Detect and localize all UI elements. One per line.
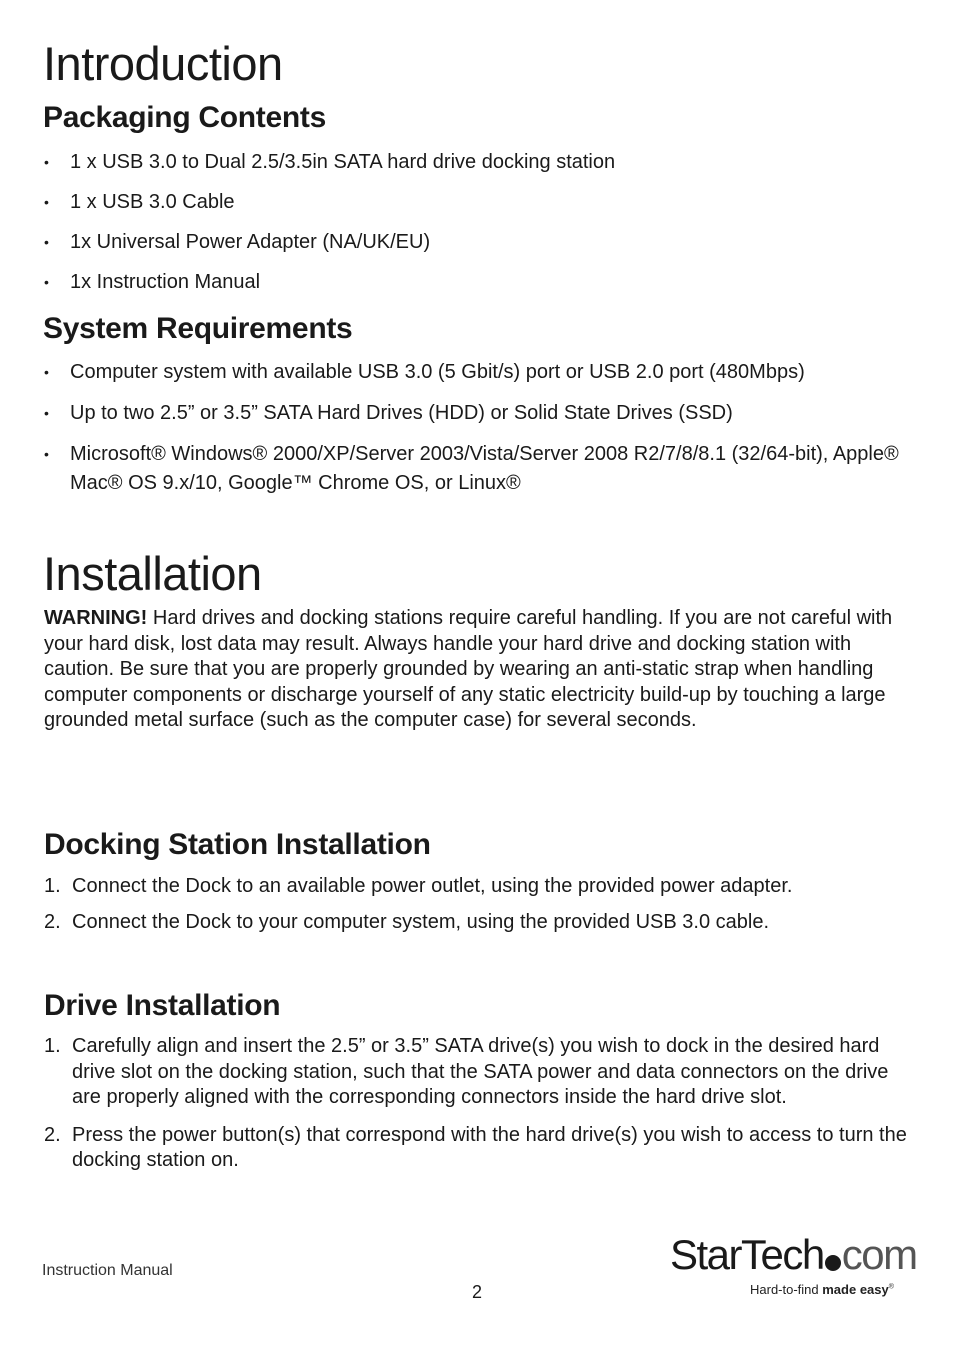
tagline-bold: made easy bbox=[822, 1282, 889, 1297]
list-item: • 1 x USB 3.0 Cable bbox=[44, 189, 914, 215]
installation-title: Installation bbox=[43, 547, 262, 600]
logo-dot-icon bbox=[825, 1255, 841, 1271]
step-number: 1. bbox=[44, 875, 61, 897]
list-item: • 1 x USB 3.0 to Dual 2.5/3.5in SATA hard drive docking station bbox=[44, 149, 914, 175]
introduction-title: Introduction bbox=[43, 37, 283, 90]
step-text: Connect the Dock to an available power outlet, using the provided power adapter. bbox=[72, 875, 793, 897]
drive-installation-heading: Drive Installation bbox=[44, 989, 281, 1022]
list-item bbox=[44, 909, 914, 935]
step-text: Press the power button(s) that correspond with the hard drive(s) you wish to access to turn the docking station on. bbox=[72, 1123, 907, 1171]
footer-doc-type: Instruction Manual bbox=[42, 1262, 173, 1279]
list-item: • 1x Universal Power Adapter (NA/UK/EU) bbox=[44, 229, 914, 255]
list-item bbox=[44, 1123, 914, 1174]
step-number: 2. bbox=[44, 911, 61, 933]
step-text: Connect the Dock to your computer system, using the provided USB 3.0 cable. bbox=[72, 911, 770, 933]
list-item: • Up to two 2.5” or 3.5” SATA Hard Drives (HDD) or Solid State Drives (SSD) bbox=[44, 400, 914, 426]
drive-steps-list bbox=[44, 1034, 914, 1174]
system-requirements-heading: System Requirements bbox=[43, 312, 353, 345]
logo-brand: StarTech bbox=[670, 1231, 824, 1278]
step-number: 2. bbox=[44, 1123, 61, 1146]
warning-label: WARNING! bbox=[44, 607, 148, 629]
docking-station-installation-heading: Docking Station Installation bbox=[44, 828, 431, 861]
step-text: Carefully align and insert the 2.5” or 3.5” SATA drive(s) you wish to dock in the desired hard drive slot on the docking station, such that the SATA power and data connectors on the drive are properly aligned with the corresponding connectors inside the hard drive slot. bbox=[72, 1035, 889, 1108]
logo-suffix: com bbox=[841, 1231, 917, 1278]
packaging-contents-list bbox=[44, 149, 914, 295]
list-item bbox=[44, 873, 914, 899]
warning-paragraph bbox=[44, 606, 904, 734]
startech-logo bbox=[670, 1231, 917, 1304]
warning-text: Hard drives and docking stations require careful handling. If you are not careful with your hard disk, lost data may result. Always handle your hard drive and docking station with caution. Be sure that you are properly grounded by wearing an anti-static strap when handling computer components or discharge yourself of any static electricity build-up by touching a large grounded metal surface (such as the computer case) for several seconds. bbox=[44, 607, 893, 732]
system-requirements-list bbox=[44, 359, 914, 498]
docking-steps-list bbox=[44, 873, 914, 935]
tagline-plain: Hard-to-find bbox=[750, 1282, 823, 1297]
packaging-contents-heading: Packaging Contents bbox=[43, 101, 326, 134]
page-number: 2 bbox=[472, 1282, 483, 1302]
list-item: • Microsoft® Windows® 2000/XP/Server 2003/Vista/Server 2008 R2/7/8/8.1 (32/64-bit), Apple® Mac® OS 9.x/10, Google™ Chrome OS, or Linux® bbox=[44, 440, 914, 498]
list-item bbox=[44, 1034, 914, 1111]
tagline-registered: ® bbox=[888, 1283, 894, 1291]
logo-tagline bbox=[750, 1282, 894, 1297]
list-item: • 1x Instruction Manual bbox=[44, 269, 914, 295]
list-item: • Computer system with available USB 3.0 (5 Gbit/s) port or USB 2.0 port (480Mbps) bbox=[44, 359, 914, 385]
step-number: 1. bbox=[44, 1035, 61, 1057]
logo-wordmark bbox=[670, 1232, 917, 1278]
